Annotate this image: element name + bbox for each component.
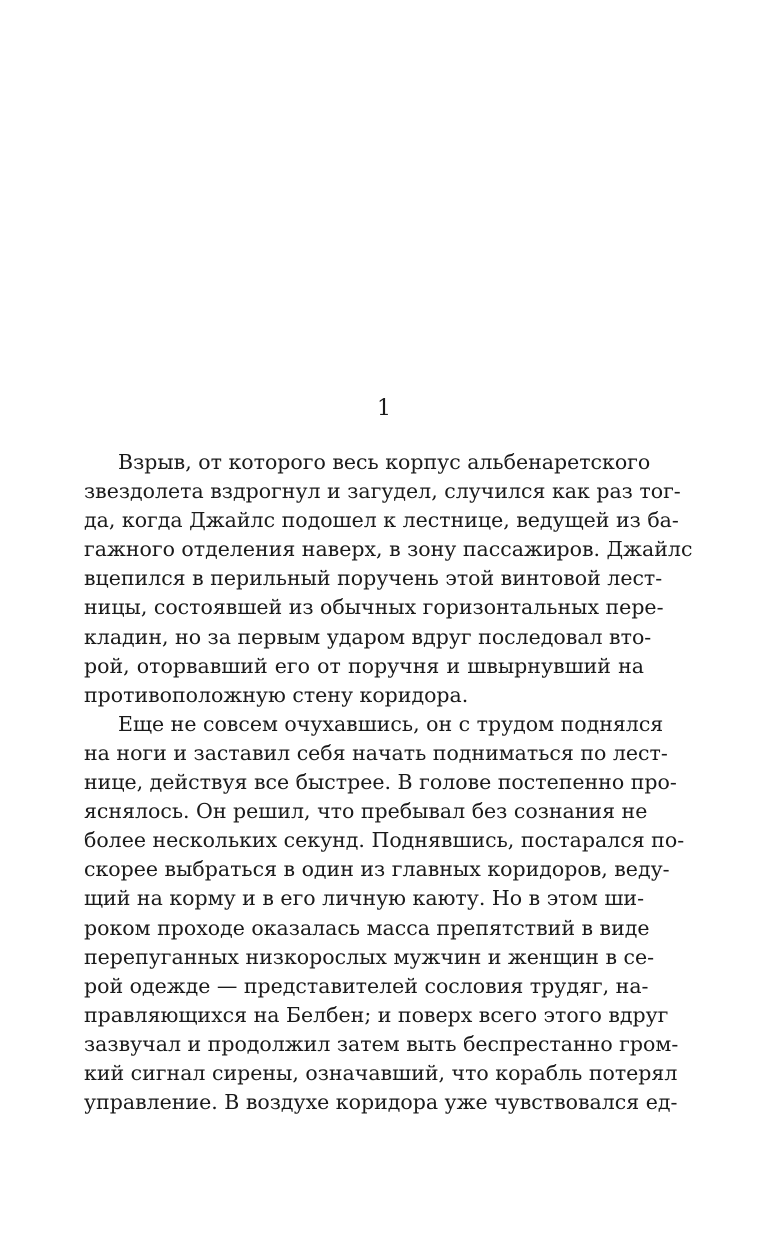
paragraph-2 xyxy=(84,710,685,1117)
text-line: рой, оторвавший его от поручня и швырнувший на xyxy=(84,653,644,678)
text-line: правляющихся на Белбен; и поверх всего этого вдруг xyxy=(84,1002,669,1027)
text-line: гажного отделения наверх, в зону пассажиров. Джайлс xyxy=(84,537,693,562)
text-line: на ноги и заставил себя начать подниматься по лест- xyxy=(84,740,668,765)
text-line: кий сигнал сирены, означавший, что корабль потерял xyxy=(84,1060,678,1085)
text-line: звездолета вздрогнул и загудел, случился как раз тог- xyxy=(84,479,681,504)
text-line: более нескольких секунд. Поднявшись, постарался по- xyxy=(84,828,685,853)
text-line: управление. В воздухе коридора уже чувствовался ед- xyxy=(84,1090,678,1115)
text-line: роком проходе оказалась масса препятствий в виде xyxy=(84,915,650,940)
text-line: щий на корму и в его личную каюту. Но в этом ши- xyxy=(84,886,644,911)
text-line: нице, действуя все быстрее. В голове постепенно про- xyxy=(84,770,677,795)
text-line: противоположную стену коридора. xyxy=(84,682,469,707)
paragraph-1 xyxy=(84,448,693,710)
text-line: Еще не совсем очухавшись, он с трудом поднялся xyxy=(118,711,664,736)
text-line: скорее выбраться в один из главных коридоров, веду- xyxy=(84,857,670,882)
text-line: рой одежде — представителей сословия трудяг, на- xyxy=(84,973,649,998)
body-text xyxy=(84,448,693,1117)
text-line: вцепился в перильный поручень этой винтовой лест- xyxy=(84,566,663,591)
chapter-number: 1 xyxy=(377,396,391,421)
text-line: яснялось. Он решил, что пребывал без сознания не xyxy=(84,799,648,824)
text-line: кладин, но за первым ударом вдруг последовал вто- xyxy=(84,624,652,649)
text-line: Взрыв, от которого весь корпус альбенаретского xyxy=(118,450,651,474)
text-line: да, когда Джайлс подошел к лестнице, ведущей из ба- xyxy=(84,508,679,533)
text-line: перепуганных низкорослых мужчин и женщин в се- xyxy=(84,944,655,969)
text-line: ницы, состоявшей из обычных горизонтальных пере- xyxy=(84,595,664,620)
text-line: зазвучал и продолжил затем выть беспрестанно гром- xyxy=(84,1031,679,1056)
